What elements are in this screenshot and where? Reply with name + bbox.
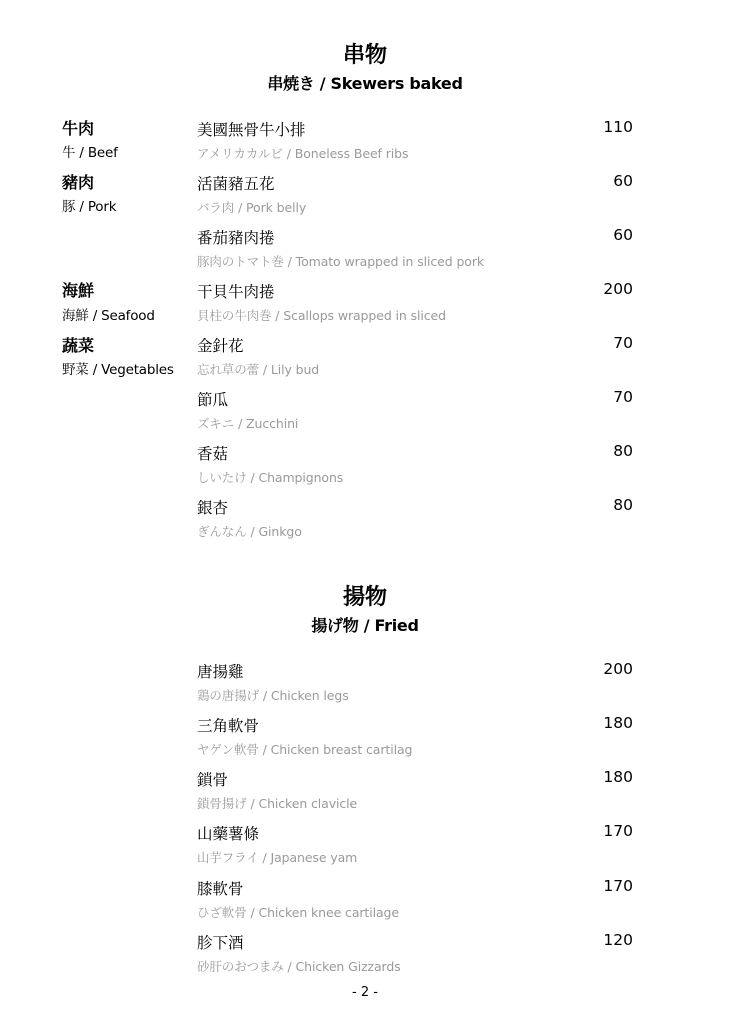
section-title-fried: 揚物 bbox=[342, 585, 387, 610]
item-price: 80 bbox=[613, 496, 633, 514]
item-price: 70 bbox=[613, 388, 633, 406]
item-subtitle: バラ肉 / Pork belly bbox=[197, 200, 307, 215]
item-price: 110 bbox=[603, 118, 633, 136]
item-name: 干貝牛肉捲 bbox=[197, 283, 275, 301]
item-name: 三角軟骨 bbox=[197, 717, 260, 735]
category-beef-jp: 牛肉 bbox=[62, 119, 95, 138]
item-subtitle: 砂肝のおつまみ / Chicken Gizzards bbox=[197, 959, 401, 974]
item-price: 180 bbox=[603, 714, 633, 732]
item-subtitle: ひざ軟骨 / Chicken knee cartilage bbox=[197, 905, 399, 920]
category-pork-jp: 豬肉 bbox=[62, 173, 95, 192]
category-seafood-en: 海鮮 / Seafood bbox=[62, 308, 155, 324]
item-name: 山藥薯條 bbox=[197, 825, 260, 843]
item-price: 70 bbox=[613, 334, 633, 352]
item-name: 胗下酒 bbox=[197, 934, 244, 952]
item-price: 170 bbox=[603, 877, 633, 895]
section-subtitle-fried: 揚げ物 / Fried bbox=[311, 616, 419, 635]
category-pork-en: 豚 / Pork bbox=[62, 199, 117, 215]
item-price: 170 bbox=[603, 822, 633, 840]
item-price: 60 bbox=[613, 226, 633, 244]
section-title-skewers: 串物 bbox=[342, 43, 387, 68]
item-name: 番茄豬肉捲 bbox=[197, 229, 275, 247]
item-subtitle: 豚肉のトマト巻 / Tomato wrapped in sliced pork bbox=[197, 254, 485, 269]
category-beef-en: 牛 / Beef bbox=[62, 145, 118, 161]
category-vegetables-jp: 蔬菜 bbox=[62, 336, 95, 355]
item-price: 180 bbox=[603, 768, 633, 786]
item-price: 80 bbox=[613, 442, 633, 460]
item-price: 60 bbox=[613, 172, 633, 190]
item-subtitle: 忘れ草の蕾 / Lily bud bbox=[197, 362, 320, 377]
item-subtitle: しいたけ / Champignons bbox=[197, 470, 344, 485]
item-name: 美國無骨牛小排 bbox=[197, 121, 306, 139]
item-subtitle: 山芋フライ / Japanese yam bbox=[197, 850, 358, 865]
category-seafood-jp: 海鮮 bbox=[62, 281, 95, 300]
item-name: 銀杏 bbox=[197, 499, 229, 517]
item-name: 金針花 bbox=[197, 337, 244, 355]
item-subtitle: アメリカカルビ / Boneless Beef ribs bbox=[197, 146, 409, 161]
item-name: 膝軟骨 bbox=[197, 880, 244, 898]
item-name: 節瓜 bbox=[197, 391, 229, 409]
item-subtitle: 貝柱の牛肉巻 / Scallops wrapped in sliced bbox=[197, 308, 446, 323]
item-price: 200 bbox=[603, 660, 633, 678]
item-price: 200 bbox=[603, 280, 633, 298]
item-subtitle: 鎖骨揚げ / Chicken clavicle bbox=[197, 796, 358, 811]
item-name: 香菇 bbox=[197, 445, 229, 463]
item-subtitle: ヤゲン軟骨 / Chicken breast cartilag bbox=[197, 742, 413, 757]
category-vegetables-en: 野菜 / Vegetables bbox=[62, 362, 174, 378]
item-name: 鎖骨 bbox=[197, 771, 229, 789]
item-name: 唐揚雞 bbox=[197, 663, 244, 681]
item-price: 120 bbox=[603, 931, 633, 949]
section-subtitle-skewers: 串焼き / Skewers baked bbox=[267, 74, 463, 93]
item-subtitle: ズキニ / Zucchini bbox=[197, 416, 299, 431]
item-subtitle: 鶏の唐揚げ / Chicken legs bbox=[197, 688, 349, 703]
item-name: 活菌豬五花 bbox=[197, 175, 275, 193]
item-subtitle: ぎんなん / Ginkgo bbox=[197, 524, 302, 539]
page-number: - 2 - bbox=[352, 985, 378, 1000]
